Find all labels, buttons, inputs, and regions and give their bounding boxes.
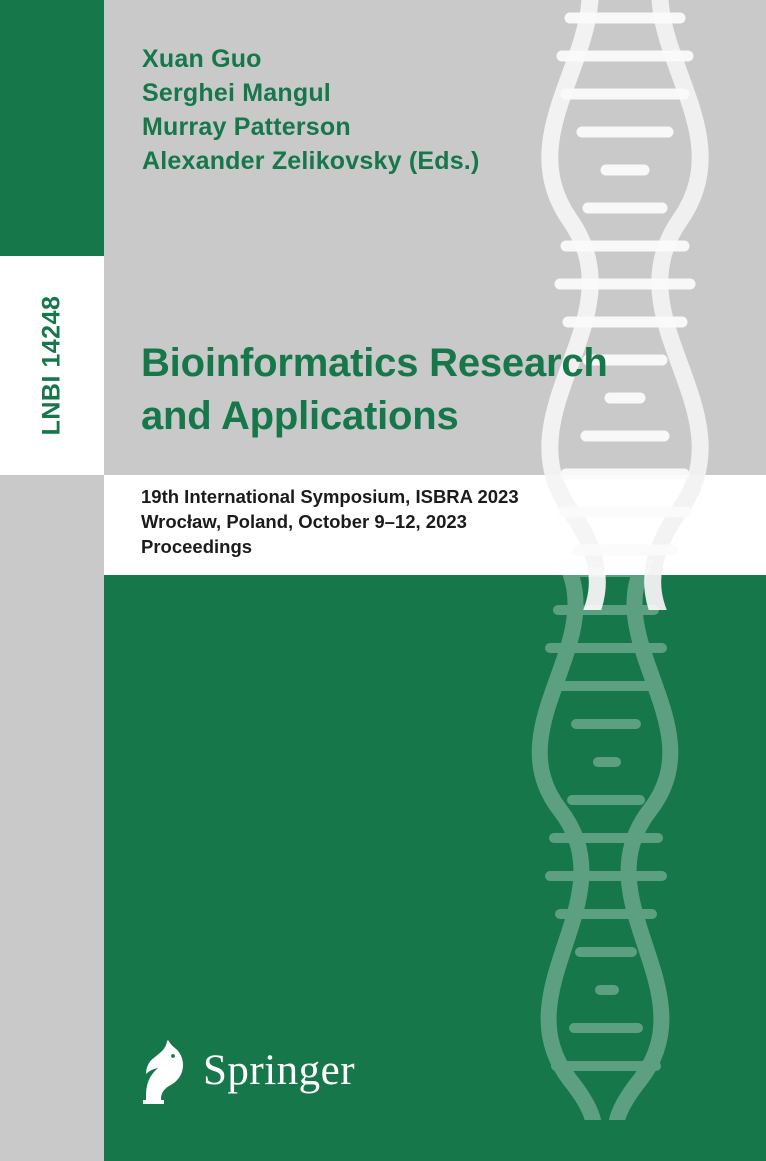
book-title xyxy=(141,337,741,443)
series-volume-text: LNBI 14248 xyxy=(37,295,66,436)
editor-name: Serghei Mangul xyxy=(142,79,331,107)
background-block-grey-left xyxy=(0,475,104,1161)
book-title-line: and Applications xyxy=(141,394,459,438)
book-subtitle-line: Proceedings xyxy=(141,536,253,557)
book-subtitle-line: 19th International Symposium, ISBRA 2023 xyxy=(141,486,519,507)
series-volume-label xyxy=(0,256,104,475)
editor-name: Xuan Guo xyxy=(142,45,262,73)
editor-name: Alexander Zelikovsky (Eds.) xyxy=(142,147,480,175)
book-subtitle xyxy=(141,484,741,559)
background-block-green-spine-top xyxy=(0,0,104,256)
book-subtitle-line: Wrocław, Poland, October 9–12, 2023 xyxy=(141,511,467,532)
publisher-name: Springer xyxy=(203,1046,356,1094)
editor-name: Murray Patterson xyxy=(142,113,351,141)
publisher-logo xyxy=(137,1037,355,1107)
book-title-line: Bioinformatics Research xyxy=(141,341,608,385)
springer-knight-icon xyxy=(137,1039,189,1105)
editors-list xyxy=(142,42,622,178)
